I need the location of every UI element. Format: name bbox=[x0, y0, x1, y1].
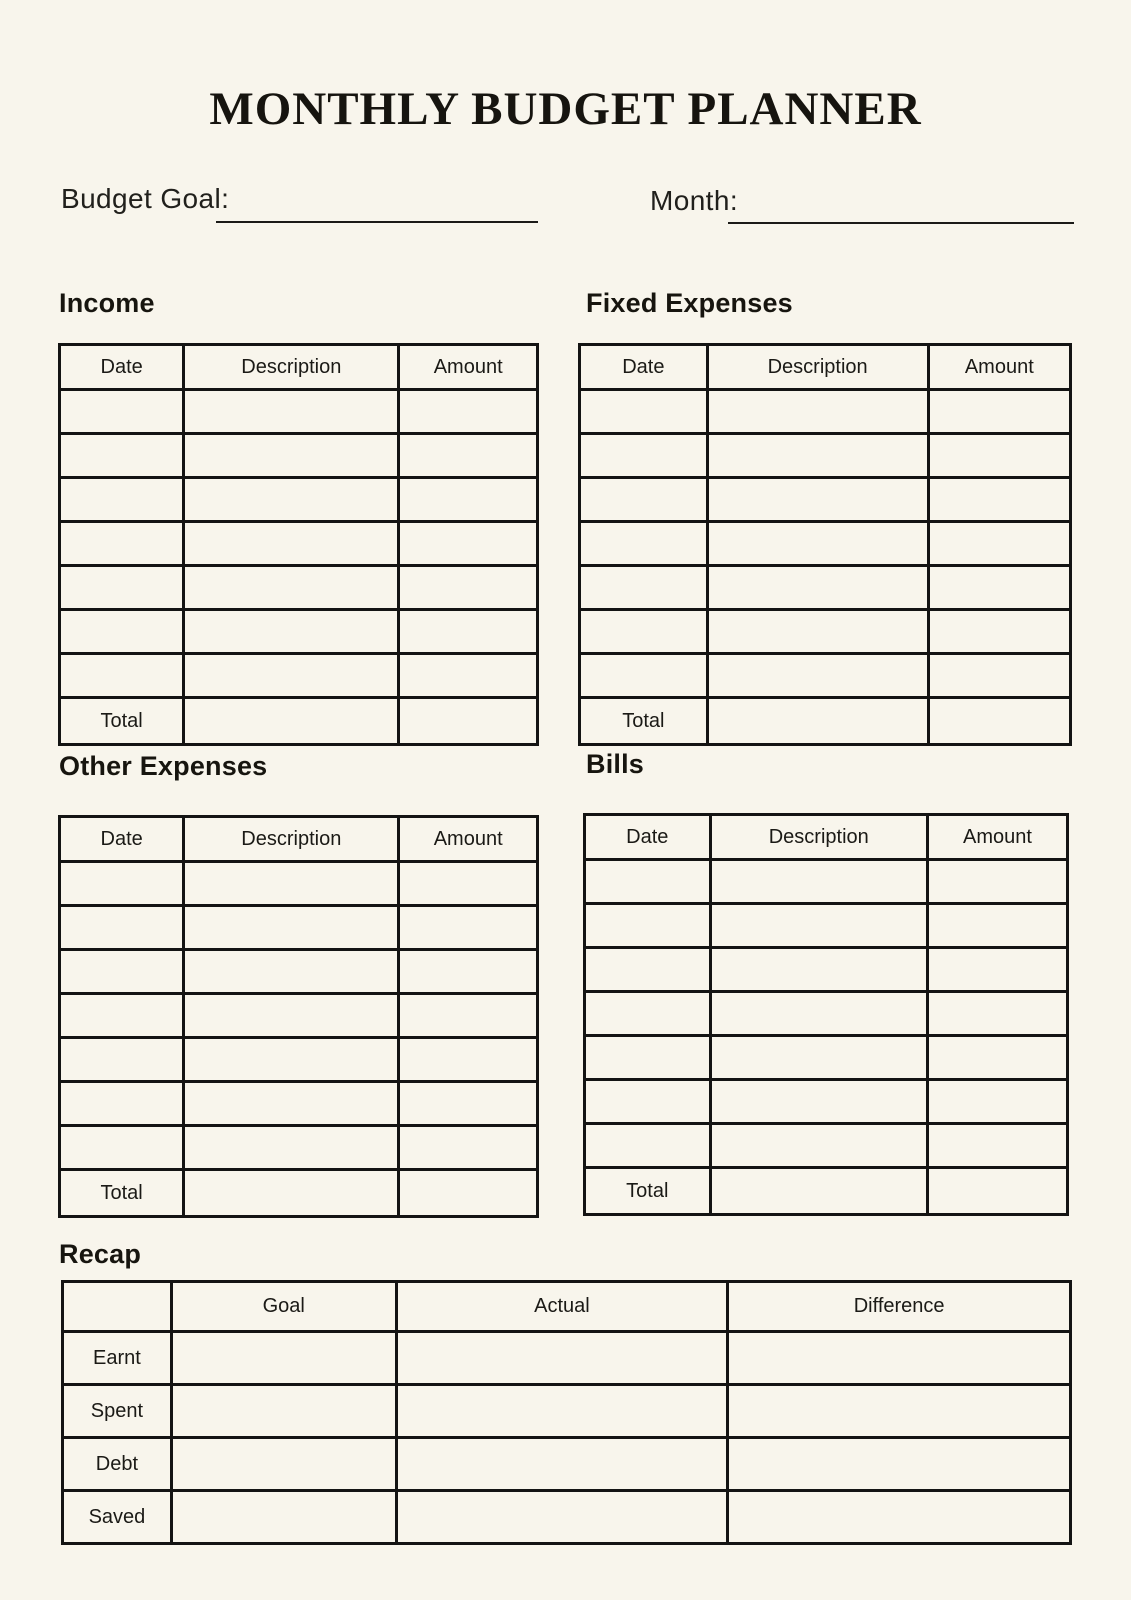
amount-column-header: Amount bbox=[399, 817, 538, 862]
amount-column-header: Amount bbox=[927, 815, 1067, 860]
blank-cell[interactable] bbox=[927, 904, 1067, 948]
blank-cell[interactable] bbox=[728, 1491, 1071, 1544]
blank-cell[interactable] bbox=[927, 992, 1067, 1036]
blank-cell[interactable] bbox=[728, 1332, 1071, 1385]
blank-cell[interactable] bbox=[60, 1126, 184, 1170]
blank-cell[interactable] bbox=[184, 994, 399, 1038]
blank-cell[interactable] bbox=[396, 1332, 728, 1385]
blank-cell[interactable] bbox=[171, 1332, 396, 1385]
table-row bbox=[60, 906, 538, 950]
total-label-cell: Total bbox=[580, 698, 708, 745]
total-row bbox=[60, 1170, 538, 1217]
table-row bbox=[580, 434, 1071, 478]
blank-cell[interactable] bbox=[399, 522, 538, 566]
blank-cell[interactable] bbox=[396, 1438, 728, 1491]
blank-cell[interactable] bbox=[585, 860, 711, 904]
blank-cell[interactable] bbox=[60, 654, 184, 698]
blank-cell[interactable] bbox=[927, 948, 1067, 992]
blank-cell[interactable] bbox=[184, 390, 399, 434]
date-column-header: Date bbox=[60, 345, 184, 390]
blank-cell[interactable] bbox=[707, 654, 928, 698]
row-label-cell: Debt bbox=[63, 1438, 172, 1491]
blank-cell[interactable] bbox=[184, 478, 399, 522]
recap-heading: Recap bbox=[59, 1239, 142, 1269]
blank-cell[interactable] bbox=[399, 478, 538, 522]
blank-cell[interactable] bbox=[184, 1082, 399, 1126]
recap-table bbox=[61, 1280, 1072, 1545]
table-row bbox=[60, 522, 538, 566]
blank-cell[interactable] bbox=[184, 906, 399, 950]
blank-cell[interactable] bbox=[184, 1038, 399, 1082]
blank-cell[interactable] bbox=[585, 992, 711, 1036]
table-row bbox=[60, 390, 538, 434]
blank-cell[interactable] bbox=[399, 862, 538, 906]
blank-cell[interactable] bbox=[580, 478, 708, 522]
date-column-header: Date bbox=[580, 345, 708, 390]
table-row bbox=[60, 434, 538, 478]
blank-cell[interactable] bbox=[710, 1124, 927, 1168]
table-row bbox=[580, 654, 1071, 698]
blank-cell[interactable] bbox=[585, 1036, 711, 1080]
blank-cell[interactable] bbox=[60, 862, 184, 906]
blank-cell[interactable] bbox=[927, 1168, 1067, 1215]
blank-cell[interactable] bbox=[399, 994, 538, 1038]
row-label-cell: Spent bbox=[63, 1385, 172, 1438]
table-row bbox=[585, 1124, 1068, 1168]
total-label-cell: Total bbox=[60, 698, 184, 745]
blank-cell[interactable] bbox=[707, 390, 928, 434]
blank-cell[interactable] bbox=[580, 390, 708, 434]
income-heading: Income bbox=[59, 288, 155, 318]
goal-column-header: Goal bbox=[171, 1282, 396, 1332]
blank-cell[interactable] bbox=[60, 994, 184, 1038]
recap-row-spent bbox=[63, 1385, 1071, 1438]
blank-cell[interactable] bbox=[728, 1385, 1071, 1438]
table-row bbox=[60, 1126, 538, 1170]
table-row bbox=[585, 1080, 1068, 1124]
blank-cell[interactable] bbox=[580, 522, 708, 566]
blank-cell[interactable] bbox=[184, 862, 399, 906]
blank-cell[interactable] bbox=[396, 1385, 728, 1438]
blank-cell[interactable] bbox=[928, 698, 1070, 745]
blank-cell[interactable] bbox=[707, 478, 928, 522]
blank-cell[interactable] bbox=[399, 390, 538, 434]
blank-cell[interactable] bbox=[60, 434, 184, 478]
blank-cell[interactable] bbox=[585, 1080, 711, 1124]
blank-cell[interactable] bbox=[60, 1038, 184, 1082]
blank-cell[interactable] bbox=[707, 566, 928, 610]
blank-cell[interactable] bbox=[927, 860, 1067, 904]
table-row bbox=[580, 610, 1071, 654]
blank-cell[interactable] bbox=[710, 860, 927, 904]
blank-cell[interactable] bbox=[399, 434, 538, 478]
other-expenses-table bbox=[58, 815, 539, 1218]
blank-cell[interactable] bbox=[60, 906, 184, 950]
total-row bbox=[580, 698, 1071, 745]
description-column-header: Description bbox=[184, 817, 399, 862]
blank-cell[interactable] bbox=[171, 1438, 396, 1491]
table-row bbox=[60, 610, 538, 654]
total-row bbox=[585, 1168, 1068, 1215]
blank-cell[interactable] bbox=[396, 1491, 728, 1544]
recap-corner-cell bbox=[63, 1282, 172, 1332]
blank-cell[interactable] bbox=[928, 390, 1070, 434]
table-row bbox=[60, 566, 538, 610]
blank-cell[interactable] bbox=[60, 390, 184, 434]
difference-column-header: Difference bbox=[728, 1282, 1071, 1332]
blank-cell[interactable] bbox=[399, 906, 538, 950]
blank-cell[interactable] bbox=[60, 478, 184, 522]
blank-cell[interactable] bbox=[707, 610, 928, 654]
blank-cell[interactable] bbox=[60, 950, 184, 994]
blank-cell[interactable] bbox=[60, 610, 184, 654]
blank-cell[interactable] bbox=[60, 566, 184, 610]
blank-cell[interactable] bbox=[399, 610, 538, 654]
table-row bbox=[60, 862, 538, 906]
blank-cell[interactable] bbox=[399, 654, 538, 698]
table-header-row bbox=[60, 817, 538, 862]
blank-cell[interactable] bbox=[171, 1491, 396, 1544]
fixed-expenses-table bbox=[578, 343, 1072, 746]
income-table bbox=[58, 343, 539, 746]
blank-cell[interactable] bbox=[927, 1036, 1067, 1080]
blank-cell[interactable] bbox=[585, 1124, 711, 1168]
blank-cell[interactable] bbox=[927, 1080, 1067, 1124]
blank-cell[interactable] bbox=[928, 522, 1070, 566]
total-label-cell: Total bbox=[60, 1170, 184, 1217]
date-column-header: Date bbox=[585, 815, 711, 860]
table-row bbox=[580, 522, 1071, 566]
blank-cell[interactable] bbox=[707, 434, 928, 478]
table-row bbox=[580, 390, 1071, 434]
blank-cell[interactable] bbox=[928, 434, 1070, 478]
blank-cell[interactable] bbox=[710, 904, 927, 948]
table-header-row bbox=[585, 815, 1068, 860]
date-column-header: Date bbox=[60, 817, 184, 862]
blank-cell[interactable] bbox=[928, 654, 1070, 698]
blank-cell[interactable] bbox=[399, 950, 538, 994]
table-row bbox=[60, 1082, 538, 1126]
budget-goal-input-line[interactable] bbox=[216, 221, 538, 223]
table-row bbox=[60, 994, 538, 1038]
blank-cell[interactable] bbox=[710, 992, 927, 1036]
blank-cell[interactable] bbox=[184, 698, 399, 745]
table-row bbox=[585, 904, 1068, 948]
blank-cell[interactable] bbox=[399, 698, 538, 745]
blank-cell[interactable] bbox=[928, 478, 1070, 522]
blank-cell[interactable] bbox=[707, 698, 928, 745]
recap-row-earnt bbox=[63, 1332, 1071, 1385]
blank-cell[interactable] bbox=[60, 522, 184, 566]
actual-column-header: Actual bbox=[396, 1282, 728, 1332]
blank-cell[interactable] bbox=[399, 566, 538, 610]
amount-column-header: Amount bbox=[928, 345, 1070, 390]
table-row bbox=[60, 950, 538, 994]
fixed-expenses-heading: Fixed Expenses bbox=[586, 288, 793, 318]
description-column-header: Description bbox=[184, 345, 399, 390]
blank-cell[interactable] bbox=[707, 522, 928, 566]
description-column-header: Description bbox=[710, 815, 927, 860]
blank-cell[interactable] bbox=[184, 1170, 399, 1217]
blank-cell[interactable] bbox=[580, 566, 708, 610]
blank-cell[interactable] bbox=[184, 610, 399, 654]
blank-cell[interactable] bbox=[580, 654, 708, 698]
blank-cell[interactable] bbox=[184, 522, 399, 566]
blank-cell[interactable] bbox=[710, 1036, 927, 1080]
blank-cell[interactable] bbox=[928, 610, 1070, 654]
table-header-row bbox=[60, 345, 538, 390]
blank-cell[interactable] bbox=[927, 1124, 1067, 1168]
blank-cell[interactable] bbox=[585, 904, 711, 948]
blank-cell[interactable] bbox=[710, 948, 927, 992]
blank-cell[interactable] bbox=[585, 948, 711, 992]
table-row bbox=[580, 566, 1071, 610]
other-expenses-heading: Other Expenses bbox=[59, 751, 268, 781]
blank-cell[interactable] bbox=[580, 434, 708, 478]
blank-cell[interactable] bbox=[710, 1168, 927, 1215]
bills-table bbox=[583, 813, 1069, 1216]
table-row bbox=[580, 478, 1071, 522]
blank-cell[interactable] bbox=[60, 1082, 184, 1126]
table-header-row bbox=[63, 1282, 1071, 1332]
table-row bbox=[60, 654, 538, 698]
blank-cell[interactable] bbox=[184, 950, 399, 994]
recap-row-debt bbox=[63, 1438, 1071, 1491]
table-row bbox=[60, 1038, 538, 1082]
recap-row-saved bbox=[63, 1491, 1071, 1544]
blank-cell[interactable] bbox=[399, 1126, 538, 1170]
bills-heading: Bills bbox=[586, 749, 645, 779]
month-input-line[interactable] bbox=[728, 222, 1074, 224]
table-row bbox=[585, 1036, 1068, 1080]
blank-cell[interactable] bbox=[728, 1438, 1071, 1491]
table-row bbox=[60, 478, 538, 522]
blank-cell[interactable] bbox=[928, 566, 1070, 610]
blank-cell[interactable] bbox=[710, 1080, 927, 1124]
budget-goal-label: Budget Goal: bbox=[61, 183, 230, 214]
row-label-cell: Saved bbox=[63, 1491, 172, 1544]
blank-cell[interactable] bbox=[184, 566, 399, 610]
month-label: Month: bbox=[650, 185, 738, 216]
description-column-header: Description bbox=[707, 345, 928, 390]
amount-column-header: Amount bbox=[399, 345, 538, 390]
blank-cell[interactable] bbox=[184, 434, 399, 478]
page-title: MONTHLY BUDGET PLANNER bbox=[209, 83, 922, 135]
blank-cell[interactable] bbox=[399, 1170, 538, 1217]
blank-cell[interactable] bbox=[580, 610, 708, 654]
blank-cell[interactable] bbox=[171, 1385, 396, 1438]
total-label-cell: Total bbox=[585, 1168, 711, 1215]
blank-cell[interactable] bbox=[184, 1126, 399, 1170]
blank-cell[interactable] bbox=[399, 1038, 538, 1082]
blank-cell[interactable] bbox=[184, 654, 399, 698]
blank-cell[interactable] bbox=[399, 1082, 538, 1126]
table-row bbox=[585, 948, 1068, 992]
table-row bbox=[585, 860, 1068, 904]
table-header-row bbox=[580, 345, 1071, 390]
total-row bbox=[60, 698, 538, 745]
table-row bbox=[585, 992, 1068, 1036]
row-label-cell: Earnt bbox=[63, 1332, 172, 1385]
